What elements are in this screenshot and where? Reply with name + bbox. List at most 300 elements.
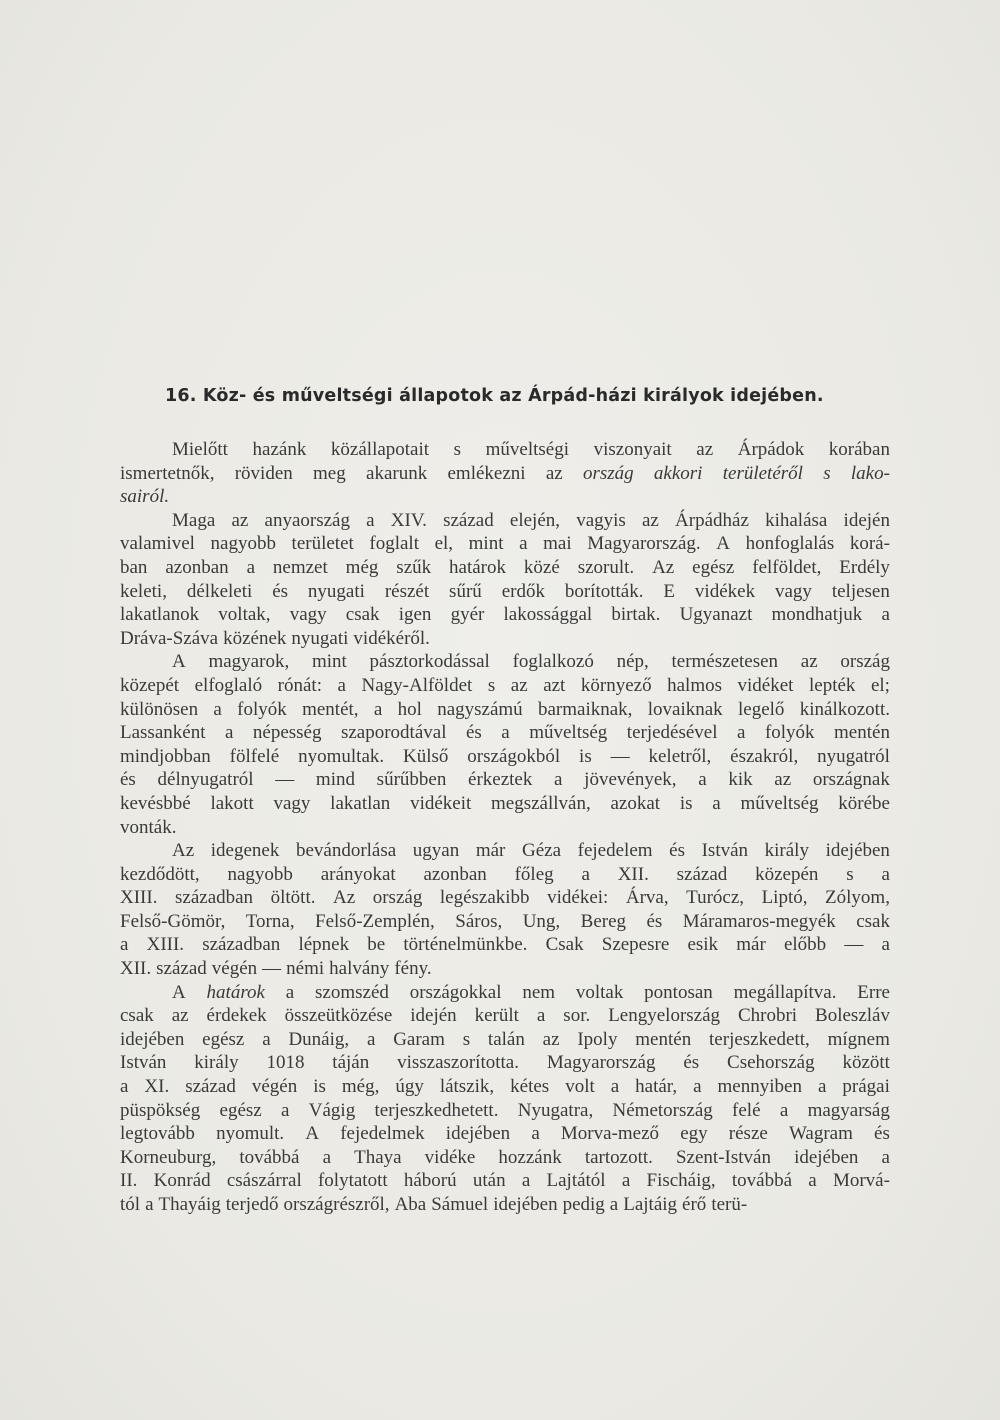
word: igen [398,604,432,626]
word: meg [313,462,346,484]
text-line [120,721,890,745]
word: Erdély [839,556,890,578]
word: — [610,745,630,767]
word: XII. [120,958,152,980]
word: terjedő [225,1194,279,1215]
paragraph [120,839,890,981]
text-line [120,462,890,486]
word: is [579,745,592,767]
word: hazánk [252,439,307,460]
word: mind [315,769,355,791]
text-line [120,910,890,934]
word: lepték [809,674,856,696]
word: Maga [172,509,216,531]
word: mint [468,533,504,555]
word: ban [120,556,148,578]
word: kik [728,769,753,791]
word: császárral [226,1170,302,1192]
word: — [262,958,282,980]
word: érdekek [206,1005,267,1027]
word: azonban [165,556,229,578]
word: területet [291,533,354,555]
word: csak [856,910,890,932]
word: A [172,981,186,1003]
word: a [366,509,375,531]
word: a [621,1170,631,1192]
word: Ugyanazt [679,604,753,626]
text-line [120,674,890,698]
word: s [823,462,831,484]
text-line [120,438,890,462]
word: a [281,1099,290,1121]
word: ismertetnők, [120,462,215,484]
word: egész [219,1099,262,1121]
word: környező [580,674,652,696]
word: felföldet, [752,556,822,578]
word: a [262,1028,271,1050]
text-line [120,1028,890,1052]
text-line [120,933,890,957]
word: XIII. [146,934,185,956]
word: XIII. [120,887,158,909]
word: szűk [396,556,432,578]
word: Fischáig, [646,1170,716,1192]
word: folyók [237,698,287,720]
text-line [120,1075,890,1099]
word: a [337,674,346,696]
text-line [120,745,890,769]
word: nép, [616,651,649,673]
paragraph [120,509,890,651]
word: lovaiknak [647,698,723,720]
word: Morvá- [832,1170,890,1192]
word: gyér [450,604,485,626]
word: közének [223,627,287,649]
word: volt [565,1076,595,1098]
word: egész [692,556,735,578]
word: Máramaros-megyék [682,910,836,932]
word: barmaiknak, [538,698,633,720]
word: a [373,698,383,720]
word: a [610,1076,620,1098]
word: Liptó, [761,887,808,909]
word: Bereg [580,910,627,932]
word: Wagram [788,1123,853,1145]
word: Az [333,887,356,909]
word: az [510,674,528,696]
word: délkeleti [186,580,253,602]
word: a [881,604,890,626]
word: a [554,769,563,791]
word: terjedésével [626,722,718,744]
word: a [519,533,528,555]
word: Az [652,556,675,578]
word: a [224,722,234,744]
word: mint [311,651,347,673]
word: vidéket [737,674,794,696]
word: nemzet [272,556,328,578]
word: különösen [120,698,199,720]
word: — [275,769,295,791]
word: század [676,863,728,885]
word: vidéke [424,1146,476,1168]
word: közé [523,556,560,578]
word: is [679,792,693,814]
word: idejében [794,1146,859,1168]
word: el; [870,674,890,696]
word: a [581,863,590,885]
word: esik [687,934,719,956]
word: délnyugatról [157,769,254,791]
word: után [472,1170,506,1192]
word: teljesen [831,580,890,602]
text-line [120,532,890,556]
word: közepét [120,674,180,696]
word: a [693,1076,702,1098]
word: vagy [774,580,812,602]
word: fejedelmek [340,1123,425,1145]
word: voltak [575,981,624,1003]
word: korá- [849,533,890,555]
word: érő [682,1194,707,1215]
word: műveltség [740,792,819,814]
text-line [120,886,890,910]
word: lépnek [298,934,350,956]
text-line [120,839,890,863]
word: valamivel [120,533,195,555]
word: már [736,934,766,956]
word: mai [543,533,572,555]
word: a [246,556,255,578]
word: a [521,1170,531,1192]
word: Lengyelország [608,1005,721,1027]
text-line [120,1122,890,1146]
word: határok [449,556,507,578]
text-line [120,768,890,792]
word: Turócz, [686,887,745,909]
word: lakatlanok [120,604,200,626]
word: vidékek [694,580,756,602]
word: arányokat [320,863,396,885]
word: vidékei: [547,887,609,909]
word: ország [372,887,423,909]
word: században [175,887,254,909]
word: század [156,958,207,980]
word: és [683,1052,700,1074]
word: mentét, [302,698,359,720]
text-line [120,957,890,981]
word: fölfelé [229,745,280,767]
word: legtovább [120,1123,195,1145]
paragraph [120,650,890,839]
word: csak [345,604,380,626]
word: sairól. [120,486,170,508]
word: mennyiben [717,1076,802,1098]
word: akkori [653,462,703,484]
word: keleti, [120,580,167,602]
word: az [171,1005,189,1027]
word: voltak, [218,604,271,626]
word: úgy [395,1076,424,1098]
text-line [120,1004,890,1028]
word: és [120,769,136,791]
word: Zólyom, [825,887,890,909]
word: István [120,1052,167,1074]
word: talán [487,1028,525,1050]
text-line [120,556,890,580]
word: keletről, [648,745,712,767]
word: ország [840,651,890,673]
word: elején, [509,509,560,531]
word: határok [206,981,265,1003]
word: Dráva-Száva [120,627,219,649]
word: nagyszámú [437,698,523,720]
word: Ung, [522,910,561,932]
word: kétes [510,1076,550,1098]
word: XIV. [390,509,427,531]
word: borították. [564,580,644,602]
word: továbbá [239,1146,300,1168]
word: Árpádok [737,439,805,460]
word: már [475,840,506,862]
word: és [646,910,663,932]
word: része [728,1123,768,1145]
word: Lajtáig [623,1194,678,1215]
word: a [779,1099,789,1121]
word: közepén [755,863,819,885]
text-line [120,1169,890,1193]
word: Chrobri [737,1005,798,1027]
word: Dunáig, [288,1028,350,1050]
text-line [120,792,890,816]
word: szomszéd [315,981,389,1003]
word: folytatott [317,1170,388,1192]
word: országokkal [409,981,502,1003]
word: és [272,580,289,602]
word: végén [211,958,258,980]
word: némi [286,958,325,980]
word: és [465,722,482,744]
word: lakatlan [330,792,391,814]
word: látszik, [439,1076,495,1098]
word: — [844,934,864,956]
word: A [716,533,730,555]
word: anyaország [264,509,350,531]
text-line [120,650,890,674]
word: vagy [289,604,327,626]
word: a [120,1076,129,1098]
word: Árpádház [675,509,749,531]
word: öltött. [270,887,316,909]
word: a [881,1146,890,1168]
word: a [536,1005,546,1027]
word: korában [828,439,890,460]
word: északról, [730,745,799,767]
word: idegenek [210,840,280,862]
word: között [842,1052,890,1074]
word: emlékezni [447,462,526,484]
word: főleg [514,863,554,885]
word: akarunk [366,462,428,484]
word: került [474,1005,519,1027]
word: a [213,698,222,720]
word: a [712,792,721,814]
word: vidékeit [410,792,472,814]
word: Lassanként [120,722,206,744]
word: nyugati [291,627,349,649]
word: pontosan [644,981,713,1003]
word: lako- [850,462,890,484]
word: idején [410,1005,457,1027]
word: országrészről, [283,1194,390,1215]
word: nagyobb [227,863,293,885]
word: szaporodtával [340,722,447,744]
word: legészakibb [439,887,530,909]
word: a [285,981,295,1003]
word: továbbá [731,1170,793,1192]
word: XII. [617,863,649,885]
word: közállapotait [330,439,430,460]
word: a [322,1146,331,1168]
word: király [194,1052,239,1074]
word: halvány [329,958,390,980]
text-line [120,1099,890,1123]
word: műveltségi [485,439,570,460]
word: határ, [635,1076,678,1098]
word: Felső-Zemplén, [315,910,435,932]
word: Szepesre [601,934,670,956]
word: Garam [393,1028,445,1050]
word: Thaya [354,1146,402,1168]
word: Nyugatra, [517,1099,594,1121]
word: fejedelem [577,840,653,862]
word: természetesen [671,651,779,673]
word: egy [680,1123,708,1145]
word: Külső [403,745,449,767]
word: Csak [545,934,584,956]
word: és [669,840,685,862]
word: visszaszorította. [397,1052,519,1074]
word: foglalkozó [512,651,594,673]
word: azt [543,674,566,696]
word: Mielőtt [172,439,228,460]
word: nyomult. [216,1123,285,1145]
word: Lajtától [546,1170,606,1192]
word: Németország [612,1099,713,1121]
word: is [313,1076,326,1098]
text-line [120,603,890,627]
word: végén [251,1076,298,1098]
word: a [366,1028,376,1050]
text-line [120,1193,890,1217]
word: A [172,651,186,673]
word: prágai [842,1076,890,1098]
word: háború [403,1170,457,1192]
word: az [774,769,792,791]
word: Ipoly [577,1028,618,1050]
word: Szent-István [675,1146,771,1168]
word: vonták. [120,816,177,838]
word: az [231,509,249,531]
word: az [641,509,659,531]
word: azonban [423,863,487,885]
word: jövevények, [584,769,677,791]
word: Nagy-Alföldet [361,674,473,696]
word: A [305,1123,320,1145]
word: népesség [252,722,322,744]
text-line [120,1051,890,1075]
word: tól [120,1194,141,1215]
body-text [120,438,890,1217]
word: vagyis [576,509,626,531]
word: fény. [394,958,432,980]
word: erdők [501,580,545,602]
word: összeütközése [284,1005,393,1027]
text-line [120,698,890,722]
section-heading: 16. Köz- és műveltségi állapotok az Árpád-házi királyok idejében. [165,386,824,406]
text-line [120,627,890,651]
word: kinálkozott. [799,698,890,720]
word: rónát: [277,674,322,696]
word: nyugati [307,580,365,602]
word: idejében [445,1123,511,1145]
word: században [202,934,281,956]
word: megállapítva. [733,981,837,1003]
word: a [120,934,129,956]
word: idején [843,509,890,531]
word: püspökség [120,1099,201,1121]
word: Felső-Gömör, [120,910,226,932]
word: kezdődött, [120,863,200,885]
word: a [737,722,746,744]
word: körébe [838,792,890,814]
word: országnak [812,769,890,791]
word: röviden [234,462,293,484]
word: mentén [635,1028,692,1050]
word: magyarok, [208,651,290,673]
word: az [696,439,714,460]
text-line [120,509,890,533]
word: mondhatjuk [771,604,863,626]
word: Thayáig [158,1194,221,1215]
word: a [145,1194,154,1215]
word: még, [341,1076,380,1098]
word: Géza [522,840,562,862]
paragraph [120,981,890,1217]
word: lakossággal [503,604,593,626]
word: tartozott. [584,1146,653,1168]
word: birtak. [611,604,661,626]
word: nagyobb [210,533,276,555]
word: pásztorkodással [369,651,490,673]
text-line [120,863,890,887]
word: szorult. [577,556,635,578]
word: kihalása [765,509,828,531]
word: az [545,462,563,484]
word: nem [522,981,556,1003]
word: történelmünkbe. [403,934,528,956]
word: s [487,674,496,696]
word: a [501,722,510,744]
word: a [881,934,890,956]
word: pedig [562,1194,605,1215]
word: Magyarország. [587,533,701,555]
word: kevésbbé [120,792,191,814]
word: viszonyait [593,439,672,460]
word: táján [332,1052,370,1074]
word: Morva-mező [560,1123,660,1145]
word: XI. [144,1076,170,1098]
